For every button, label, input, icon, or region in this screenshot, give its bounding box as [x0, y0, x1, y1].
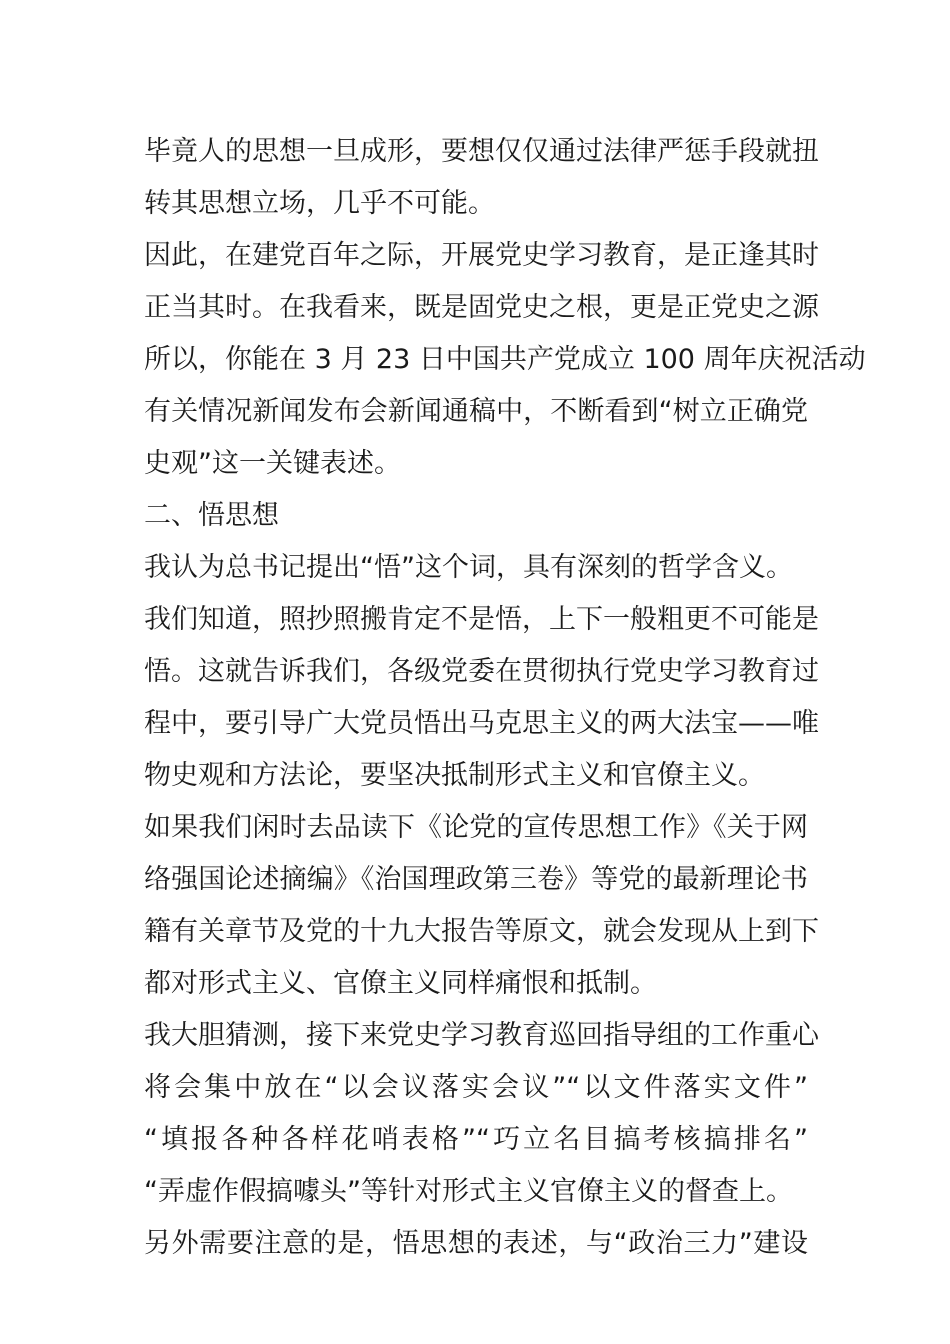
text-line: 我们知道，照抄照搬肯定不是悟，上下一般粗更不可能是 [144, 604, 819, 635]
text-line: 物史观和方法论，要坚决抵制形式主义和官僚主义。 [144, 760, 765, 791]
text-line: 另外需要注意的是，悟思想的表述，与“政治三力”建设 [144, 1228, 808, 1259]
text-line: “弄虚作假搞噱头”等针对形式主义官僚主义的督查上。 [144, 1176, 793, 1207]
text-line: 有关情况新闻发布会新闻通稿中，不断看到“树立正确党 [144, 396, 808, 427]
text-line: 所以，你能在 3 月 23 日中国共产党成立 100 周年庆祝活动 [144, 344, 866, 375]
text-line: 因此，在建党百年之际，开展党史学习教育，是正逢其时 [144, 240, 819, 271]
text-line: 络强国论述摘编》《治国理政第三卷》等党的最新理论书 [144, 864, 808, 895]
text-line: 如果我们闲时去品读下《论党的宣传思想工作》《关于网 [144, 812, 808, 843]
text-line: “填报各种各样花哨表格”“巧立名目搞考核搞排名” [144, 1124, 808, 1155]
section-heading: 二、悟思想 [144, 500, 279, 531]
text-line: 毕竟人的思想一旦成形，要想仅仅通过法律严惩手段就扭 [144, 136, 819, 167]
text-line: 我大胆猜测，接下来党史学习教育巡回指导组的工作重心 [144, 1020, 819, 1051]
document-body [144, 126, 866, 1270]
text-line: 程中，要引导广大党员悟出马克思主义的两大法宝——唯 [144, 708, 819, 739]
text-line: 籍有关章节及党的十九大报告等原文，就会发现从上到下 [144, 916, 819, 947]
text-line: 转其思想立场，几乎不可能。 [144, 188, 495, 219]
text-line: 悟。这就告诉我们，各级党委在贯彻执行党史学习教育过 [144, 656, 819, 687]
text-line: 将会集中放在“以会议落实会议”“以文件落实文件” [144, 1072, 808, 1103]
text-line: 我认为总书记提出“悟”这个词，具有深刻的哲学含义。 [144, 552, 793, 583]
text-line: 史观”这一关键表述。 [144, 448, 401, 479]
text-line: 正当其时。在我看来，既是固党史之根，更是正党史之源 [144, 292, 819, 323]
text-line: 都对形式主义、官僚主义同样痛恨和抵制。 [144, 968, 657, 999]
